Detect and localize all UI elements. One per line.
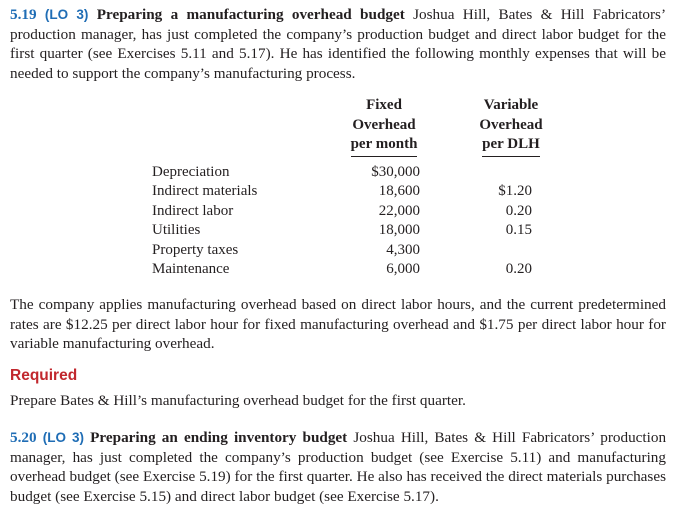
table-row: Indirect labor 22,000 0.20 [152, 202, 532, 219]
fixed-overhead-header: Fixed Overhead per month [344, 96, 424, 157]
table-row: Property taxes 4,300 [152, 241, 420, 258]
exercise-title: Preparing a manufacturing overhead budget [96, 6, 405, 23]
table-row: Depreciation $30,000 [152, 163, 420, 180]
exercise-title: Preparing an ending inventory budget [90, 429, 348, 446]
variable-overhead-header: Variable Overhead per DLH [424, 96, 572, 157]
table-row: Utilities 18,000 0.15 [152, 222, 532, 238]
overhead-table [152, 96, 572, 280]
required-text: Prepare Bates & Hill’s manufacturing overhead budget for the first quarter. [10, 392, 466, 409]
exercise-body: Joshua Hill, Bates & Hill Fabricators’ production manager, has just completed the company’s production budget and direct labor budget for the first quarter (see Exercises 5.11 and 5.17). He has identified the following monthly expenses that will be needed to support the company’s manufacturing process. [10, 6, 667, 82]
exercise-5-20-paragraph [10, 428, 666, 506]
table-row: Indirect materials 18,600 $1.20 [152, 183, 532, 199]
exercise-number: 5.19 [10, 6, 37, 23]
rates-paragraph: The company applies manufacturing overhead based on direct labor hours, and the current predetermined rates are $12.25 per direct labor hour for fixed manufacturing overhead and $1.75 per direct labor hour for variable manufacturing overhead. [10, 296, 666, 352]
exercise-body: Joshua Hill, Bates & Hill Fabricators’ production manager, has just completed the company’s production budget (see Exercise 5.11) and manufacturing overhead budget (see Exercise 5.19) for the first quarter. He also has received the direct materials purchases budget (see Exercise 5.15) and direct labor budget (see Exercise 5.17). [10, 429, 667, 505]
exercise-number: 5.20 [10, 429, 37, 446]
table-row: Maintenance 6,000 0.20 [152, 261, 532, 277]
exercise-5-19-paragraph [10, 5, 666, 83]
learning-objective: (LO 3) [44, 7, 89, 22]
learning-objective: (LO 3) [42, 430, 85, 445]
table-header-row [152, 96, 572, 157]
required-heading: Required [10, 367, 78, 384]
